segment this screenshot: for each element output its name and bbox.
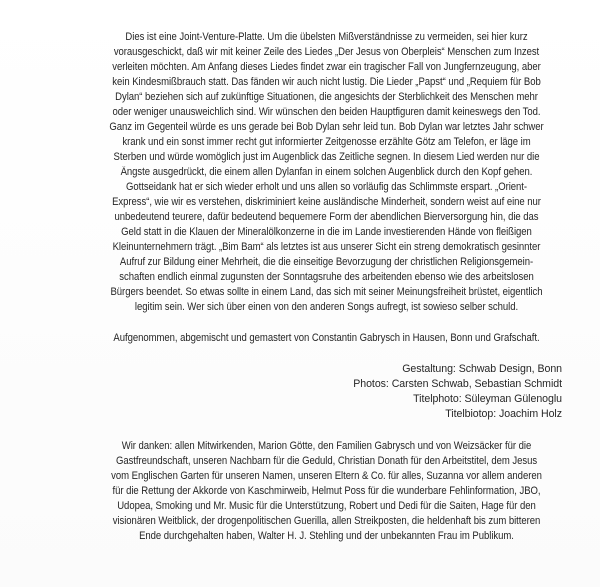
text-line: oder weniger unausweichlich sind. Wir wünschen den beiden Hauptfiguren damit keineswegs den Tod. <box>112 106 541 118</box>
thanks-line: Udopea, Smoking und Mr. Music für die Unterstützung, Robert und Dedi für die Saiten, Hage für den <box>117 500 536 512</box>
text-line: vorausgeschickt, daß wir mit keiner Zeile des Liedes „Der Jesus von Oberpleis“ Menschen zum Inzest <box>113 46 540 58</box>
text-line: Bürgers beendet. So etwas sollte in einem Land, das sich mit seiner Meinungsfreiheit brüstet, eigentlich <box>110 286 543 298</box>
thanks-line: Gastfreundschaft, unseren Nachbarn für die Geduld, Christian Donath für den Arbeitstitel, dem Jesus <box>115 455 538 467</box>
text-line: Sterben und würde womöglich just im Augenblick das Zeitliche segnen. In diesem Lied werden nur die <box>113 151 540 163</box>
text-line: legitim sein. Wer sich über einen von den anderen Songs aufregt, ist sowieso selber schuld. <box>134 301 519 313</box>
thanks-line: für die Rettung der Akkorde von Kaschmirweib, Helmut Poss für die wunderbare Fehlinformation, JBO, <box>112 485 541 497</box>
text-line: Aufruf zur Bildung einer Mehrheit, die die einseitige Bevorzugung der christlichen Religionsgemein- <box>119 256 534 268</box>
thanks-line: vom Englischen Garten für unseren Namen, unseren Eltern & Co. für alles, Suzanna vor allem anderen <box>111 470 542 482</box>
text-line: Ganz im Gegenteil würde es uns gerade bei Bob Dylan sehr leid tun. Bob Dylan war letztes Jahr schwer <box>109 121 544 133</box>
text-line: krank und ein sonst immer recht gut informierter Zeitgenosse erzählte Götz am Telefon, er läge im <box>122 136 531 148</box>
text-line: Geld statt in die Klauen der Mineralölkonzerne in die im Lande investierenden Hände von fleißigen <box>121 226 532 238</box>
recording-credit: Aufgenommen, abgemischt und gemastert von Constantin Gabrysch in Hausen, Bonn und Grafschaft. <box>113 332 540 344</box>
text-line: unbedeutend teurere, dafür bedeutend bequemere Form der abendlichen Bierversorgung hin, die das <box>114 211 539 223</box>
title-biotope-credit: Titelbiotop: Joachim Holz <box>445 408 562 420</box>
text-line: Express“, wie wir es verstehen, diskriminiert keine ausländische Minderheit, sondern weist auf eine nur <box>112 196 541 208</box>
text-line: Dylan“ beziehen sich auf zukünftige Situationen, die angesichts der Sterblichkeit des Menschen mehr <box>115 91 538 103</box>
text-line: Dies ist eine Joint-Venture-Platte. Um die übelsten Mißverständnisse zu vermeiden, sei hier kurz <box>125 31 528 43</box>
design-credit: Gestaltung: Schwab Design, Bonn <box>402 363 562 375</box>
text-line: Gottseidank hat er sich wieder erholt und uns allen so vorläufig das Schlimmste erspart. „Orient- <box>125 181 528 193</box>
text-line: Kleinunternehmern trägt. „Bim Bam“ als letztes ist aus unserer Sicht ein streng demokratisch gesinnter <box>112 241 541 253</box>
text-line: Ängste ausgedrückt, die einem allen Dylanfan in einem solchen Augenblick durch den Kopf gehen. <box>120 166 533 178</box>
photos-credit: Photos: Carsten Schwab, Sebastian Schmidt <box>353 378 562 390</box>
thanks-line: visionären Weitblick, der drogenpolitischen Guerilla, allen Streikposten, die heldenhaft bis zum bitteren <box>112 515 541 527</box>
text-line: schaften endlich einmal zugunsten der Sonntagsruhe des arbeitenden ebenso wie des arbeitslosen <box>119 271 534 283</box>
text-line: kein Kindesmißbrauch statt. Das fänden wir auch nicht lustig. Die Lieder „Papst“ und „Requiem für Bob <box>112 76 541 88</box>
thanks-line: Ende durchgehalten haben, Walter H. J. Stehling und der unbekannten Frau im Publikum. <box>139 530 514 542</box>
thanks-line: Wir danken: allen Mitwirkenden, Marion Götte, den Familien Gabrysch und von Weizsäcker für die <box>121 440 532 452</box>
text-line: verleiten möchten. Am Anfang dieses Liedes findet zwar ein tragischer Fall von Jungfernzeugung, aber <box>112 61 541 73</box>
title-photo-credit: Titelphoto: Süleyman Gülenoglu <box>413 393 562 405</box>
